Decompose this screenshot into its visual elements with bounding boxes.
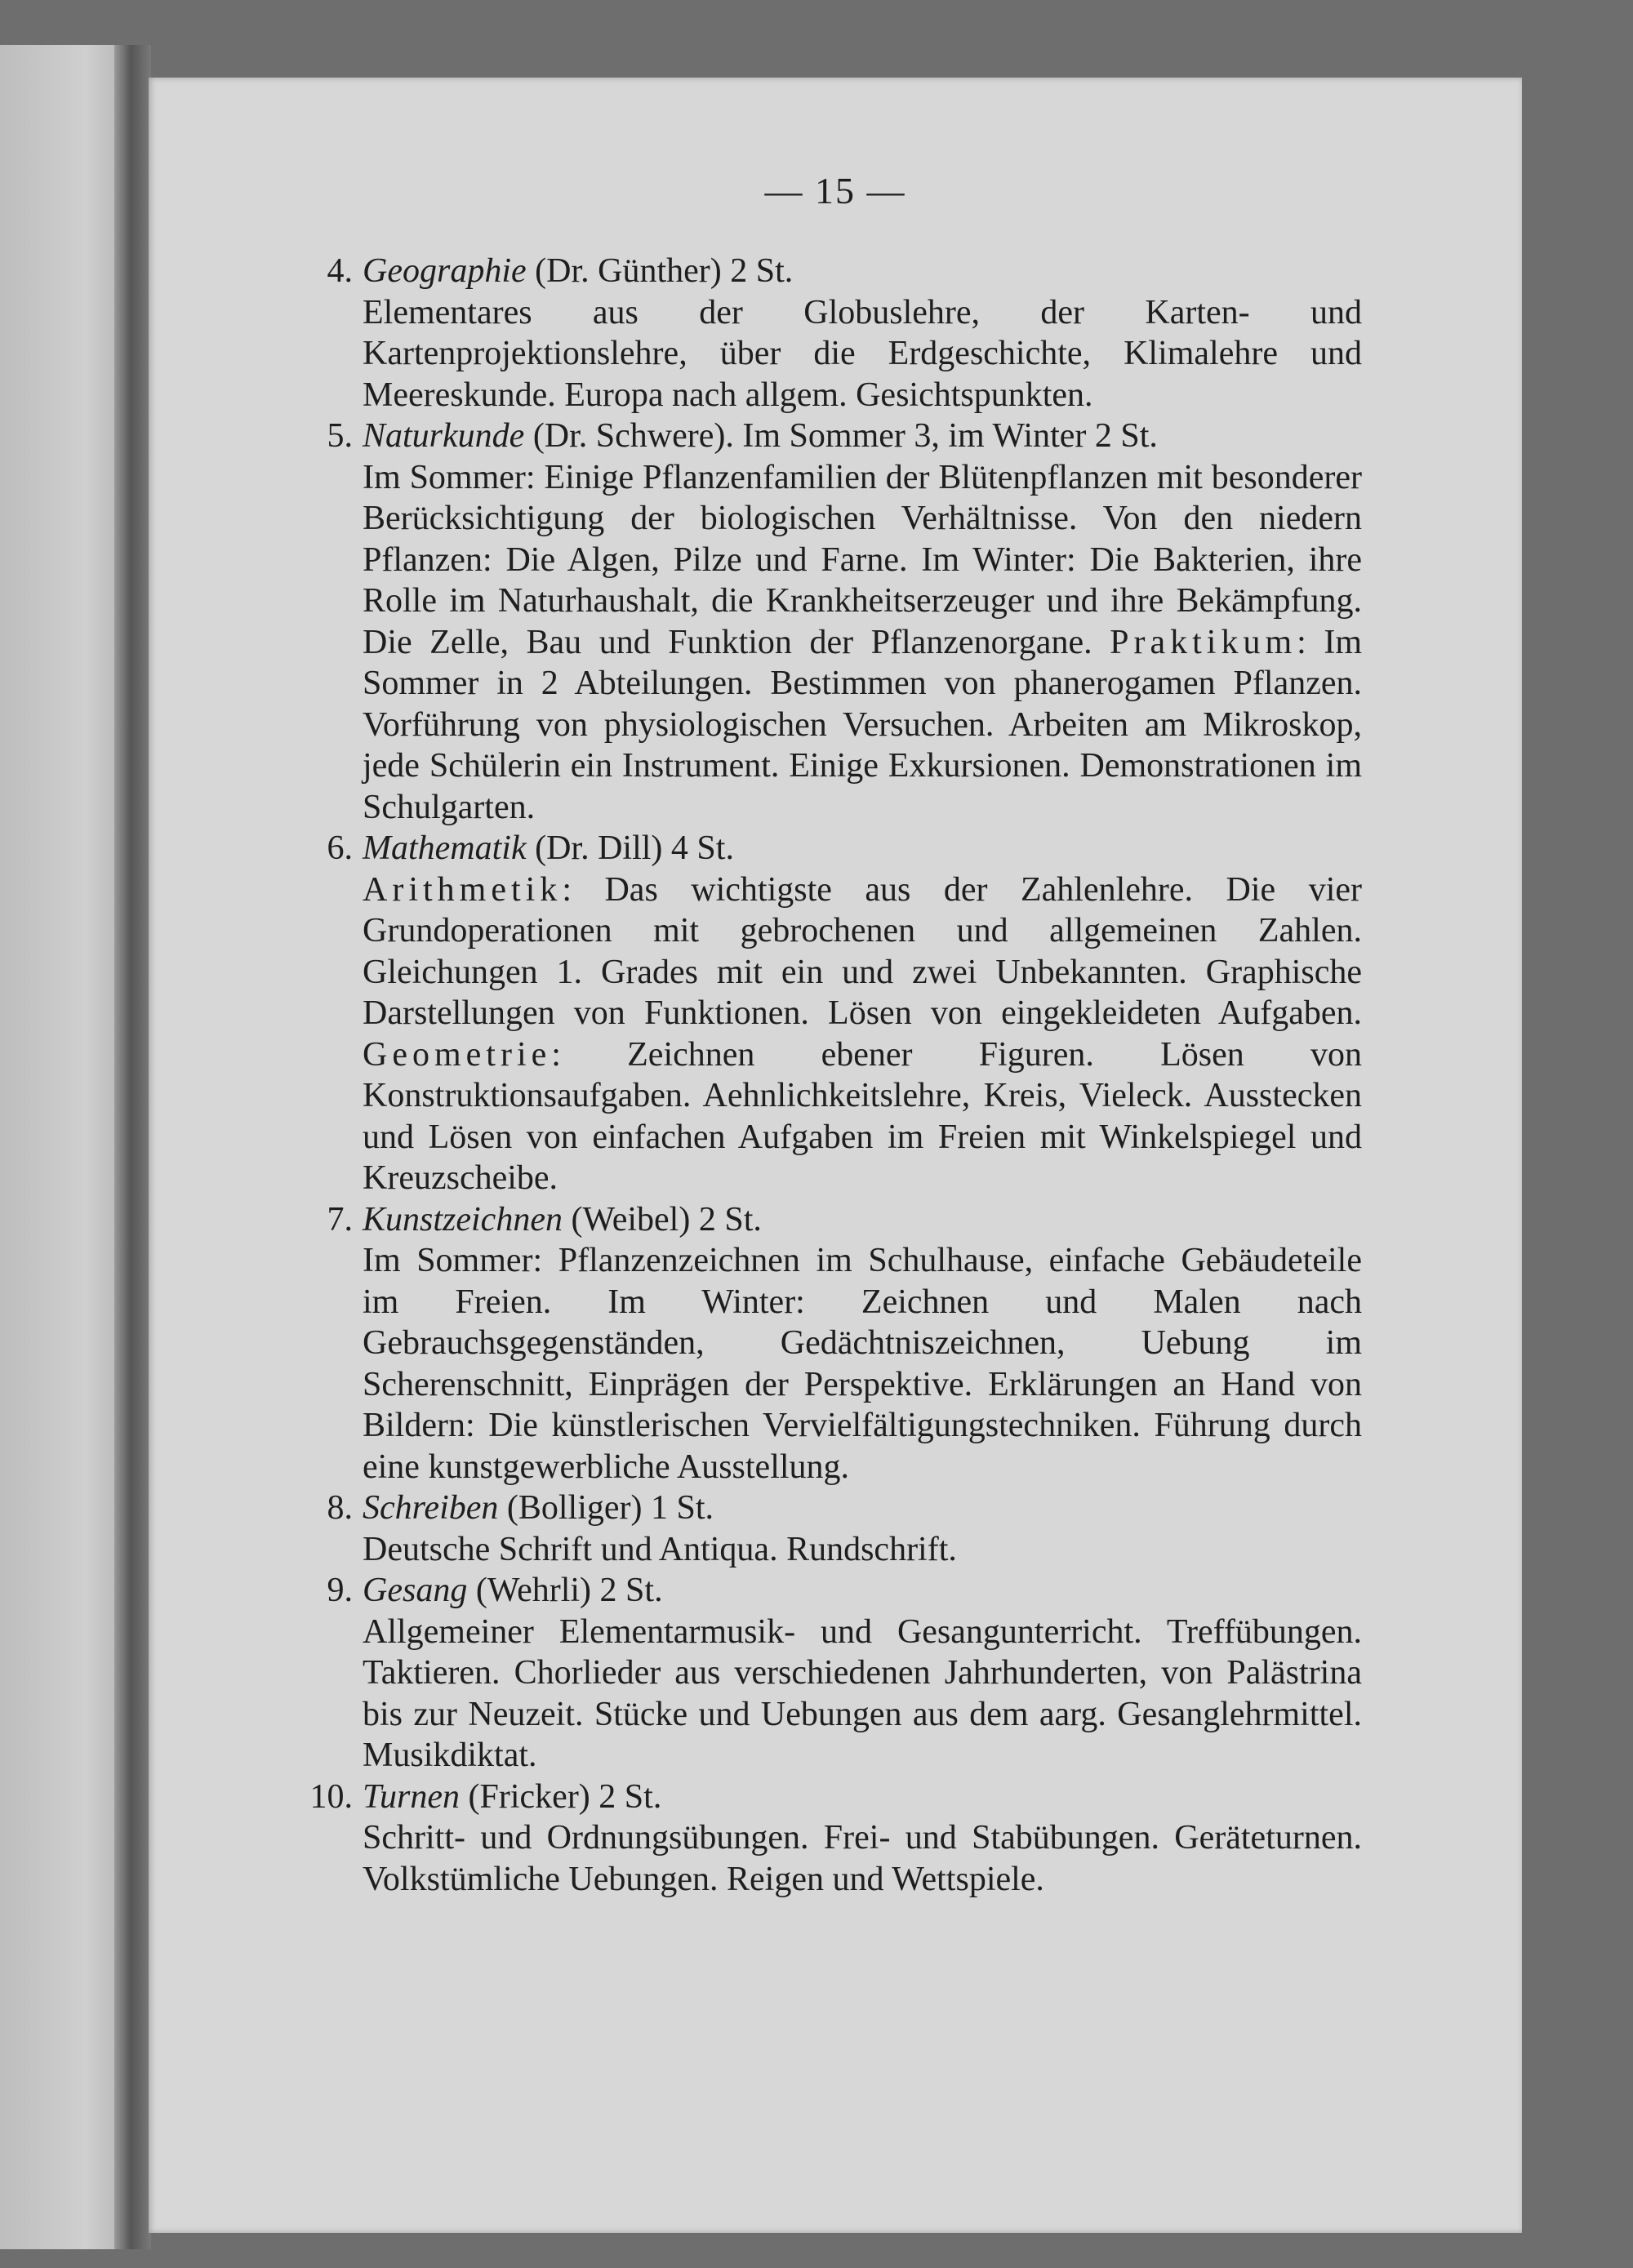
entry-subject: Gesang <box>363 1572 468 1609</box>
entry-text: Deutsche Schrift und Antiqua. Rundschrift. <box>363 1530 957 1568</box>
entry-details: (Dr. Günther) 2 St. <box>526 252 794 290</box>
entry-heading <box>363 251 1362 292</box>
entry-geographie <box>312 251 1362 416</box>
entry-number: 7. <box>327 1200 353 1239</box>
entry-heading <box>363 1777 1362 1818</box>
entry-subject: Turnen <box>363 1777 461 1816</box>
book-page <box>149 78 1522 2233</box>
entry-number: 8. <box>327 1489 353 1527</box>
entry-details: (Weibel) 2 St. <box>562 1200 762 1239</box>
entry-text-part: : Zeichnen ebener Figuren. Lösen von Konstruktionsaufgaben. Aehnlichkeitslehre, Kreis, Vieleck. Ausstecken und Lösen von einfachen Aufgaben im Freien mit Winkelspiegel und Kreuzscheibe. <box>363 1035 1362 1197</box>
book-gutter <box>114 45 151 2249</box>
entry-spaced-term: Arithmetik <box>363 870 563 909</box>
entry-details: (Fricker) 2 St. <box>460 1777 662 1816</box>
entry-number: 10. <box>309 1777 353 1816</box>
entry-naturkunde <box>312 416 1362 828</box>
entry-text: Schritt- und Ordnungsübungen. Frei- und Stabübungen. Geräteturnen. Volkstümliche Uebungen. Reigen und Wettspiele. <box>363 1819 1362 1898</box>
entry-subject: Geographie <box>363 252 527 290</box>
entry-details: (Dr. Schwere). Im Sommer 3, im Winter 2 St. <box>524 417 1158 455</box>
entry-heading <box>363 1488 1362 1529</box>
entry-details: (Dr. Dill) 4 St. <box>526 829 734 867</box>
entry-text: Elementares aus der Globuslehre, der Karten- und Kartenprojektionslehre, über die Erdgeschichte, Klimalehre und Meereskunde. Europa nach allgem. Gesichtspunkten. <box>363 293 1362 414</box>
entry-number: 5. <box>327 417 353 455</box>
page-number: — 15 — <box>764 170 906 211</box>
entry-mathematik <box>312 828 1362 1199</box>
entry-heading <box>363 828 1362 869</box>
entry-number: 4. <box>327 252 353 290</box>
entry-gesang <box>312 1570 1362 1777</box>
entry-text: Allgemeiner Elementarmusik- und Gesangunterricht. Treffübungen. Taktieren. Chorlieder aus verschiedenen Jahrhunderten, von Palästrina bis zur Neuzeit. Stücke und Uebungen aus dem aarg. Gesanglehrmittel. Musikdiktat. <box>363 1612 1362 1774</box>
entry-text-part: Im Sommer: Einige Pflanzenfamilien der Blütenpflanzen mit besonderer Berücksichtigung der biologischen Verhältnisse. Von den niedern Pflanzen: Die Algen, Pilze und Farne. Im Winter: Die Bakterien, ihre Rolle im Naturhaushalt, die Krankheitserzeuger und ihre Bekämpfung. Die Zelle, Bau und Funktion der Pflanzenorgane. <box>363 458 1362 661</box>
entry-spaced-term: Geometrie <box>363 1035 552 1074</box>
entry-turnen <box>309 1777 1362 1901</box>
entry-subject: Mathematik <box>363 829 527 867</box>
entry-details: (Wehrli) 2 St. <box>467 1572 663 1609</box>
entry-text <box>363 457 1362 829</box>
page-content <box>309 251 1362 1900</box>
entry-heading <box>363 1570 1362 1612</box>
entry-heading <box>363 416 1362 457</box>
entry-text-part: : Das wichtigste aus der Zahlenlehre. Die vier Grundoperationen mit gebrochenen und allgemeinen Zahlen. Gleichungen 1. Grades mit ein und zwei Unbekannten. Graphische Darstellungen von Funktionen. Lösen von eingekleideten Aufgaben. <box>363 870 1362 1032</box>
entry-spaced-term: Praktikum <box>1110 623 1297 661</box>
entry-details: (Bolliger) 1 St. <box>498 1489 714 1527</box>
entry-text: Im Sommer: Pflanzenzeichnen im Schulhause, einfache Gebäudeteile im Freien. Im Winter: Zeichnen und Malen nach Gebrauchsgegenständen, Gedächtniszeichnen, Uebung im Scherenschnitt, Einprägen der Perspektive. Erklärungen an Hand von Bildern: Die künstlerischen Vervielfältigungstechniken. Führung durch eine kunstgewerbliche Ausstellung. <box>363 1242 1362 1486</box>
entry-text <box>363 869 1362 1199</box>
entry-number: 6. <box>327 829 353 867</box>
entry-subject: Schreiben <box>363 1489 499 1527</box>
entry-heading <box>363 1199 1362 1241</box>
entry-schreiben <box>312 1488 1362 1570</box>
entry-text-part: : Im Sommer in 2 Abteilungen. Bestimmen von phanerogamen Pflanzen. Vorführung von physiologischen Versuchen. Arbeiten am Mikroskop, jede Schülerin ein Instrument. Einige Exkursionen. Demonstrationen im Schulgarten. <box>363 623 1362 826</box>
entry-kunstzeichnen <box>312 1199 1362 1488</box>
entry-subject: Naturkunde <box>363 417 525 455</box>
entry-number: 9. <box>327 1572 353 1609</box>
entry-subject: Kunstzeichnen <box>363 1200 563 1239</box>
left-page-edge <box>0 45 122 2249</box>
